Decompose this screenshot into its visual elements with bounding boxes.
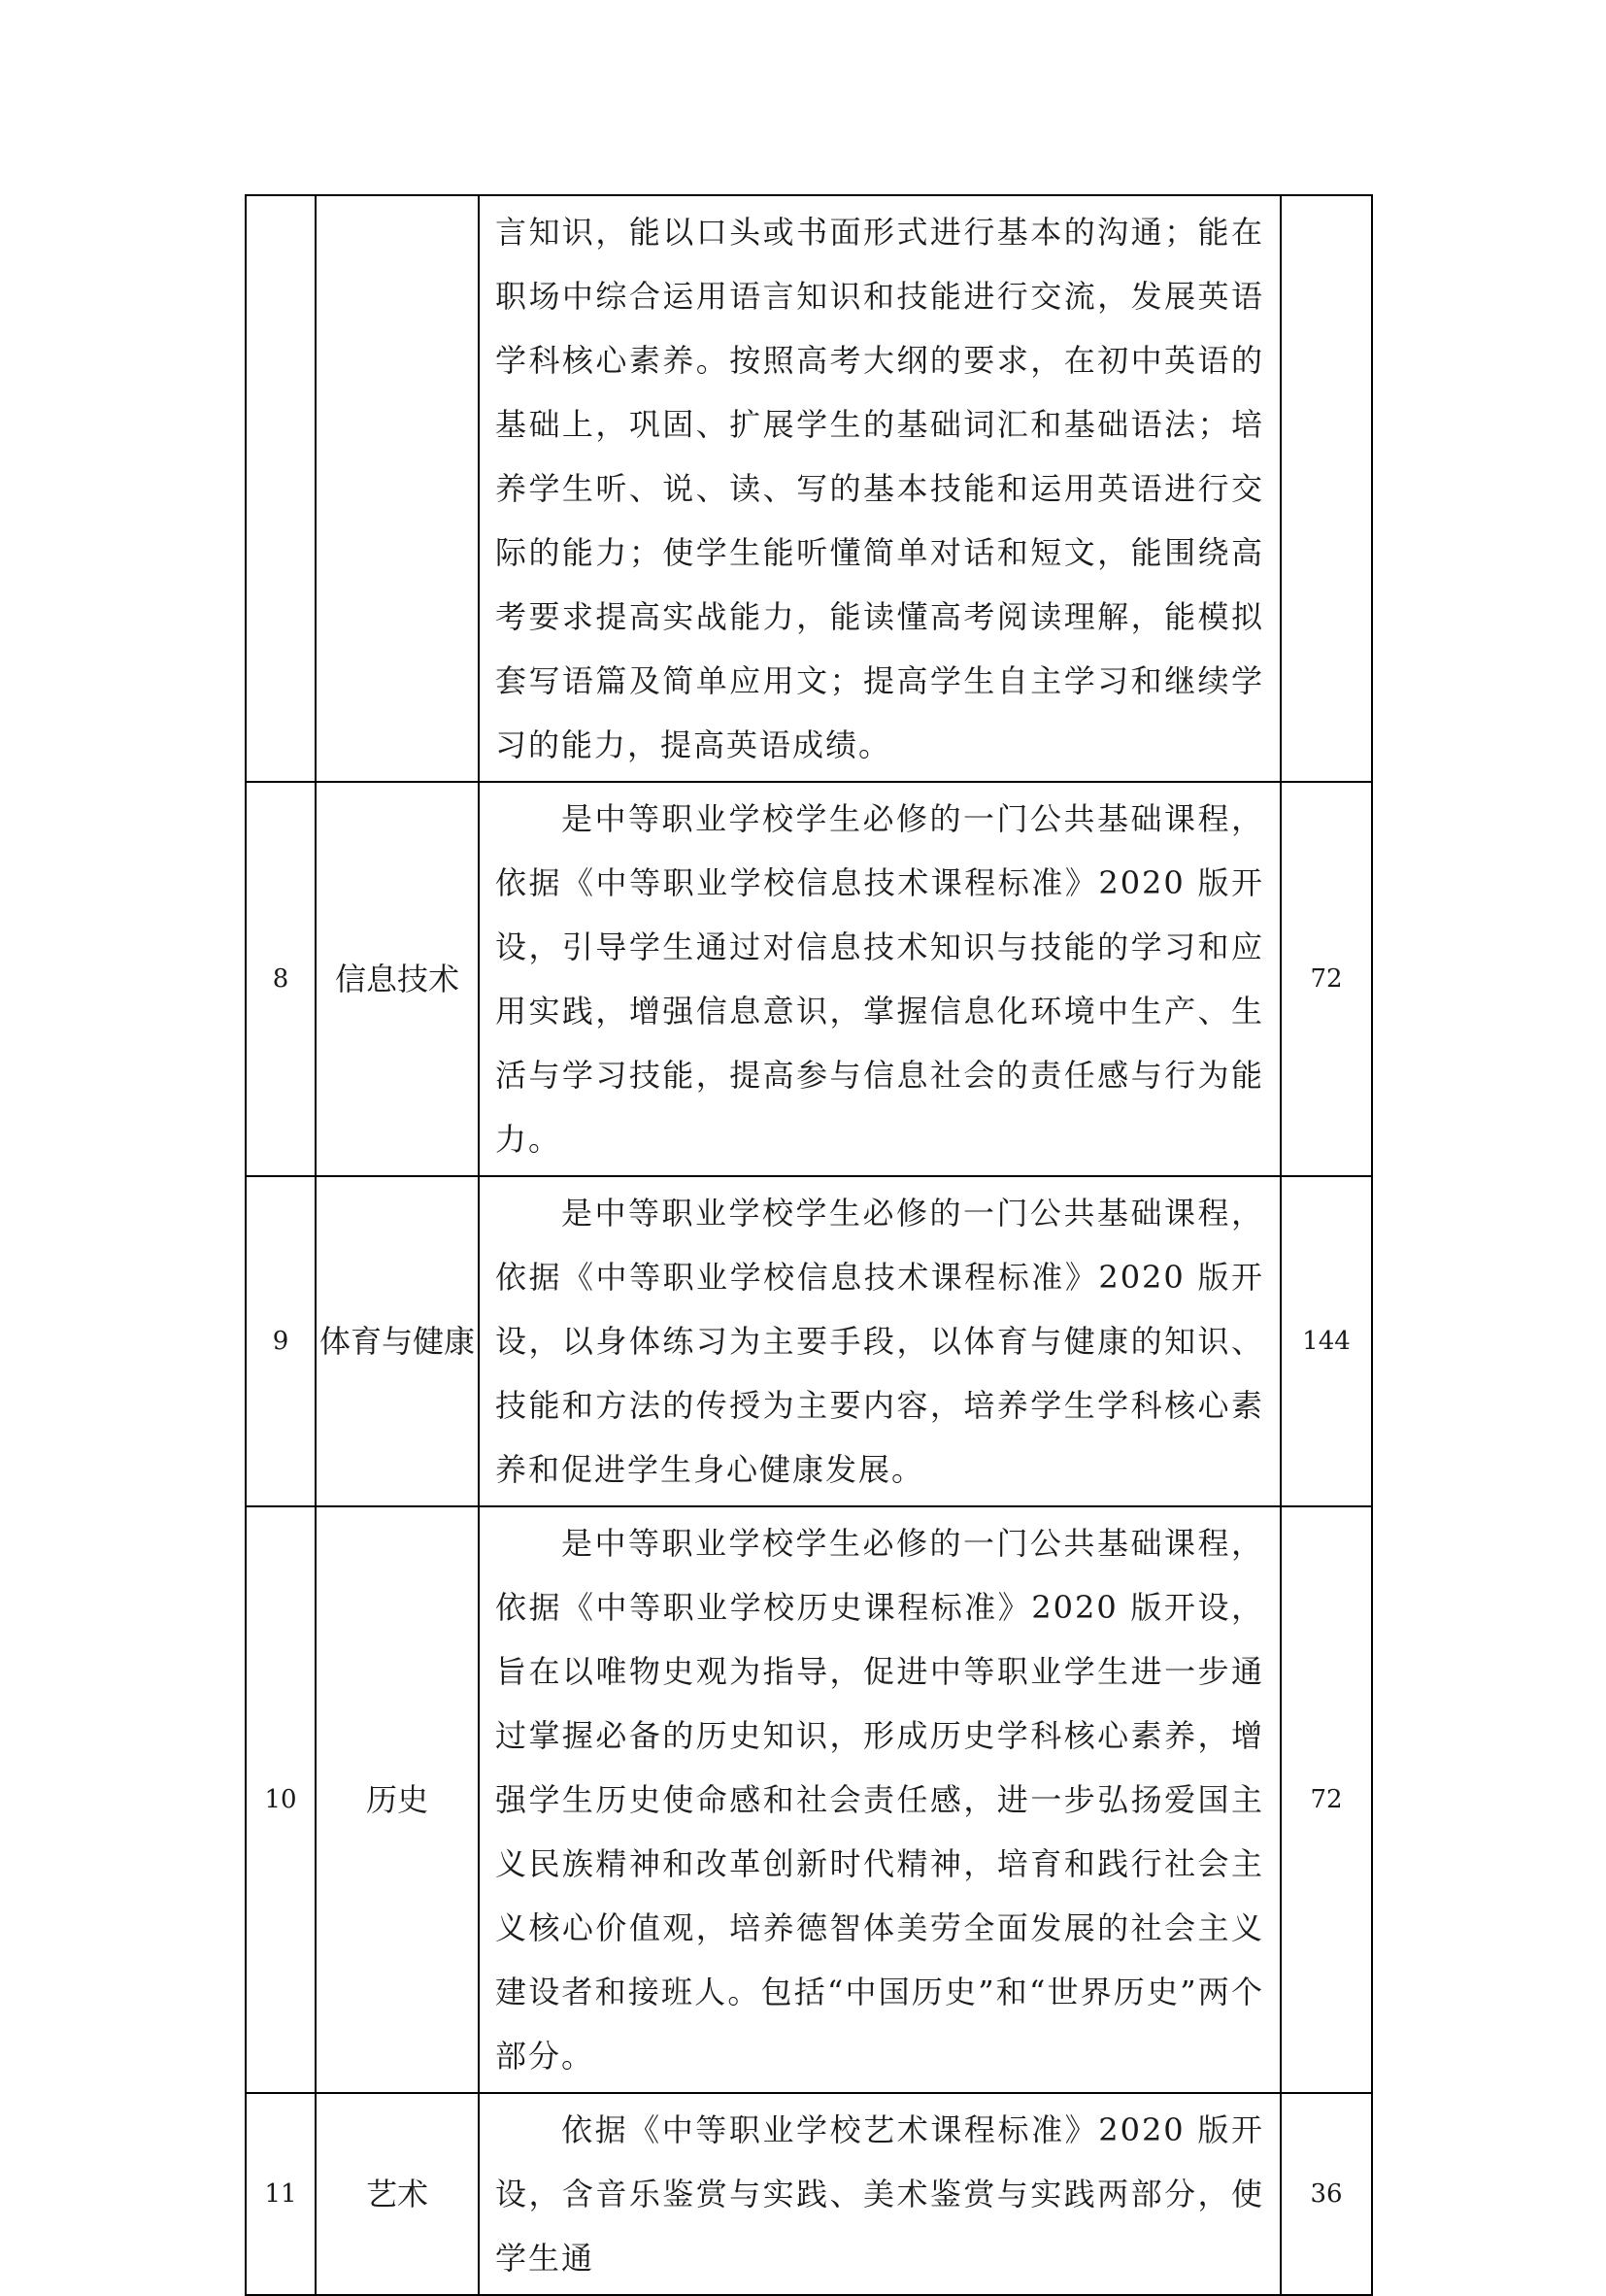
- course-hours-cell: 144: [1281, 1176, 1372, 1506]
- course-name-cell: 体育与健康: [316, 1176, 479, 1506]
- course-number-cell: 10: [246, 1506, 316, 2093]
- table-row: [246, 2093, 1372, 2295]
- course-description-cell: [479, 1506, 1281, 2093]
- course-number-cell: [246, 195, 316, 782]
- course-description: 是中等职业学校学生必修的一门公共基础课程，依据《中等职业学校信息技术课程标准》2020 版开设，以身体练习为主要手段，以体育与健康的知识、技能和方法的传授为主要内容，培养学生学科核心素养和促进学生身心健康发展。: [495, 1195, 1264, 1488]
- course-description-cell: [479, 195, 1281, 782]
- course-hours-cell: 72: [1281, 1506, 1372, 2093]
- course-description-cell: [479, 2093, 1281, 2295]
- table-row: [246, 1506, 1372, 2093]
- course-table: [245, 194, 1373, 2296]
- course-name-cell: 艺术: [316, 2093, 479, 2295]
- course-description-cell: [479, 782, 1281, 1176]
- course-number-cell: 8: [246, 782, 316, 1176]
- table-row: [246, 195, 1372, 782]
- course-hours-cell: [1281, 195, 1372, 782]
- course-name-cell: 信息技术: [316, 782, 479, 1176]
- course-name-cell: [316, 195, 479, 782]
- course-number-cell: 9: [246, 1176, 316, 1506]
- course-description: 言知识，能以口头或书面形式进行基本的沟通；能在职场中综合运用语言知识和技能进行交流，发展英语学科核心素养。按照高考大纲的要求，在初中英语的基础上，巩固、扩展学生的基础词汇和基础语法；培养学生听、说、读、写的基本技能和运用英语进行交际的能力；使学生能听懂简单对话和短文，能围绕高考要求提高实战能力，能读懂高考阅读理解，能模拟套写语篇及简单应用文；提高学生自主学习和继续学习的能力，提高英语成绩。: [495, 214, 1264, 763]
- course-hours-cell: 36: [1281, 2093, 1372, 2295]
- course-description: 是中等职业学校学生必修的一门公共基础课程，依据《中等职业学校历史课程标准》2020 版开设，旨在以唯物史观为指导，促进中等职业学生进一步通过掌握必备的历史知识，形成历史学科核心素养，增强学生历史使命感和社会责任感，进一步弘扬爱国主义民族精神和改革创新时代精神，培育和践行社会主义核心价值观，培养德智体美劳全面发展的社会主义建设者和接班人。包括“中国历史”和“世界历史”两个部分。: [495, 1525, 1264, 2075]
- course-description: 是中等职业学校学生必修的一门公共基础课程，依据《中等职业学校信息技术课程标准》2020 版开设，引导学生通过对信息技术知识与技能的学习和应用实践，增强信息意识，掌握信息化环境中生产、生活与学习技能，提高参与信息社会的责任感与行为能力。: [495, 800, 1264, 1158]
- course-number-cell: 11: [246, 2093, 316, 2295]
- course-description: 依据《中等职业学校艺术课程标准》2020 版开设，含音乐鉴赏与实践、美术鉴赏与实践两部分，使学生通: [495, 2111, 1264, 2277]
- course-name-cell: 历史: [316, 1506, 479, 2093]
- table-row: [246, 782, 1372, 1176]
- table-row: [246, 1176, 1372, 1506]
- course-description-cell: [479, 1176, 1281, 1506]
- course-hours-cell: 72: [1281, 782, 1372, 1176]
